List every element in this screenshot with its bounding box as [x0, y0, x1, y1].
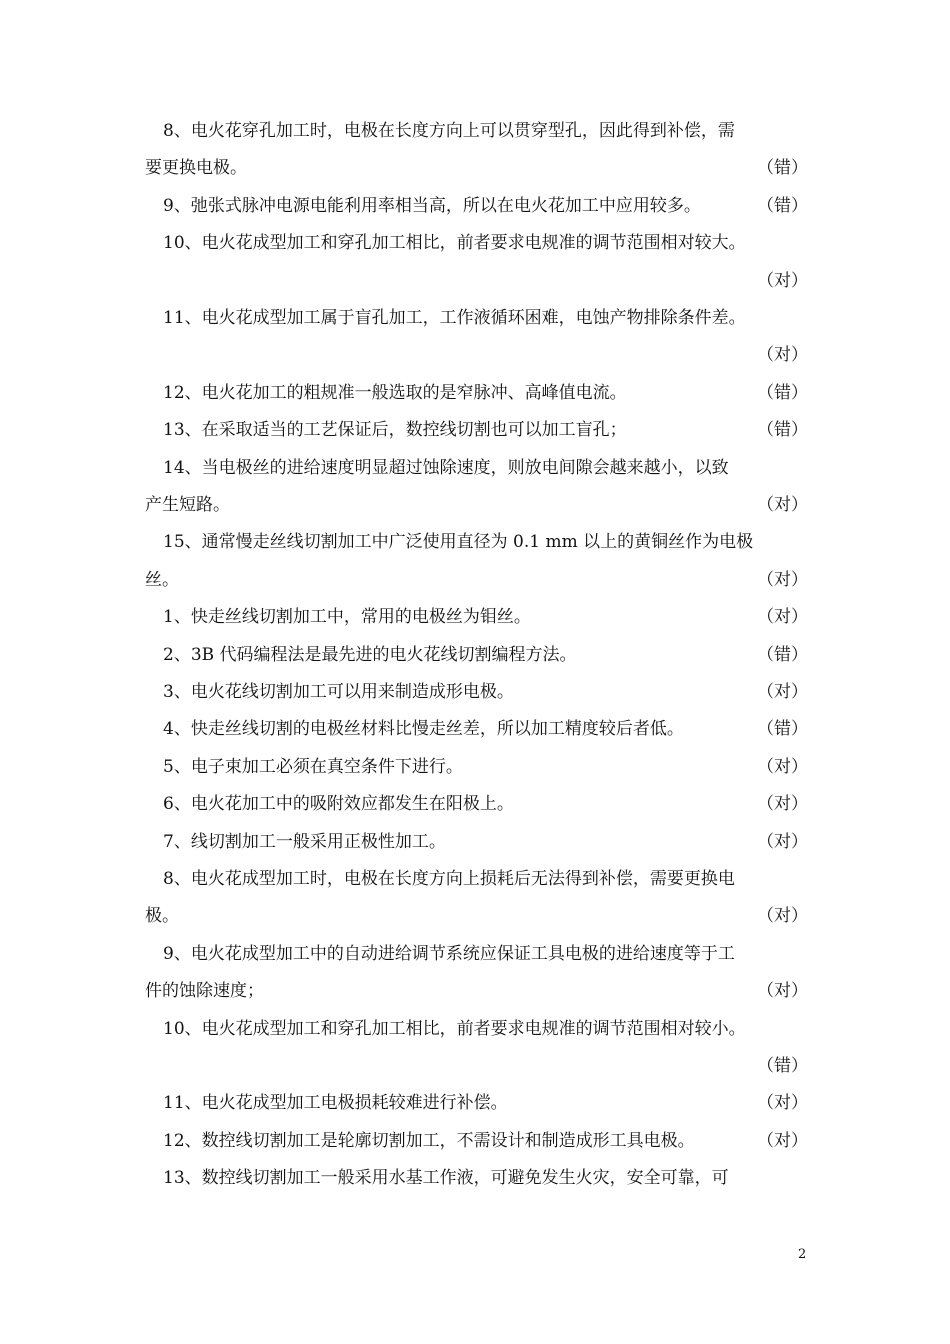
text-line: [0, 939, 950, 969]
line-text: 11、电火花成型加工电极损耗较难进行补偿。: [163, 1093, 508, 1114]
answer-mark: （错）: [757, 420, 808, 441]
answer-mark: （错）: [757, 1056, 808, 1076]
line-text: 要更换电极。: [145, 158, 247, 179]
text-line: [0, 1126, 950, 1156]
answer-mark: （对）: [757, 756, 808, 777]
answer-mark: （对）: [757, 1130, 808, 1151]
answer-mark: （对）: [757, 1093, 808, 1114]
line-text: 2、3B 代码编程法是最先进的电火花线切割编程方法。: [163, 644, 577, 665]
text-line: [0, 116, 950, 146]
line-text: 件的蚀除速度；: [145, 981, 264, 1002]
text-line: [0, 453, 950, 483]
text-line: [0, 789, 950, 819]
text-line: [0, 378, 950, 408]
text-line: [0, 191, 950, 221]
text-line: [0, 340, 950, 370]
line-text: 10、电火花成型加工和穿孔加工相比，前者要求电规准的调节范围相对较小。: [163, 1018, 746, 1039]
answer-mark: （对）: [757, 495, 808, 515]
line-text: 产生短路。: [145, 495, 230, 515]
text-line: [0, 864, 950, 894]
answer-mark: （错）: [757, 719, 808, 740]
text-line: [0, 565, 950, 595]
line-text: 13、数控线切割加工一般采用水基工作液，可避免发生火灾，安全可靠，可: [163, 1168, 729, 1189]
line-text: 5、电子束加工必须在真空条件下进行。: [163, 756, 463, 777]
line-text: 12、电火花加工的粗规准一般选取的是窄脉冲、高峰值电流。: [163, 382, 627, 403]
answer-mark: （对）: [757, 981, 808, 1002]
text-line: [0, 153, 950, 183]
line-text: 7、线切割加工一般采用正极性加工。: [163, 831, 446, 852]
line-text: 11、电火花成型加工属于盲孔加工，工作液循环困难，电蚀产物排除条件差。: [163, 308, 746, 328]
text-line: [0, 1088, 950, 1118]
answer-mark: （错）: [757, 158, 808, 179]
answer-mark: （错）: [757, 382, 808, 403]
answer-mark: （对）: [757, 270, 808, 291]
text-line: [0, 1051, 950, 1081]
answer-mark: （对）: [757, 794, 808, 815]
line-text: 8、电火花穿孔加工时，电极在长度方向上可以贯穿型孔，因此得到补偿，需: [163, 121, 735, 141]
line-text: 10、电火花成型加工和穿孔加工相比，前者要求电规准的调节范围相对较大。: [163, 233, 746, 254]
line-text: 6、电火花加工中的吸附效应都发生在阳极上。: [163, 794, 514, 815]
text-line: [0, 415, 950, 445]
text-line: [0, 490, 950, 520]
text-line: [0, 527, 950, 557]
text-line: [0, 640, 950, 670]
line-text: 极。: [145, 906, 179, 927]
text-line: [0, 901, 950, 931]
text-line: [0, 1014, 950, 1044]
text-line: [0, 602, 950, 632]
line-text: 12、数控线切割加工是轮廓切割加工，不需设计和制造成形工具电极。: [163, 1130, 695, 1151]
answer-mark: （对）: [757, 607, 808, 628]
line-text: 丝。: [145, 569, 179, 590]
line-text: 15、通常慢走丝线切割加工中广泛使用直径为 0.1 mm 以上的黄铜丝作为电极: [163, 532, 754, 553]
text-line: [0, 827, 950, 857]
answer-mark: （错）: [757, 644, 808, 665]
answer-mark: （错）: [757, 195, 808, 216]
text-line: [0, 1163, 950, 1193]
line-text: 9、弛张式脉冲电源电能利用率相当高，所以在电火花加工中应用较多。: [163, 195, 701, 216]
text-line: [0, 976, 950, 1006]
text-line: [0, 303, 950, 333]
text-line: [0, 677, 950, 707]
page-number: 2: [798, 1247, 807, 1262]
line-text: 3、电火花线切割加工可以用来制造成形电极。: [163, 682, 514, 702]
line-text: 9、电火花成型加工中的自动进给调节系统应保证工具电极的进给速度等于工: [163, 943, 735, 964]
line-text: 14、当电极丝的进给速度明显超过蚀除速度，则放电间隙会越来越小，以致: [163, 457, 729, 478]
text-line: [0, 752, 950, 782]
answer-mark: （对）: [757, 831, 808, 852]
text-line: [0, 714, 950, 744]
line-text: 8、电火花成型加工时，电极在长度方向上损耗后无法得到补偿，需要更换电: [163, 869, 735, 889]
line-text: 1、快走丝线切割加工中，常用的电极丝为钼丝。: [163, 607, 531, 628]
answer-mark: （对）: [757, 906, 808, 927]
line-text: 13、在采取适当的工艺保证后，数控线切割也可以加工盲孔；: [163, 420, 627, 441]
answer-mark: （对）: [757, 569, 808, 590]
text-line: [0, 228, 950, 258]
text-line: [0, 266, 950, 296]
answer-mark: （对）: [757, 682, 808, 702]
answer-mark: （对）: [757, 345, 808, 366]
line-text: 4、快走丝线切割的电极丝材料比慢走丝差，所以加工精度较后者低。: [163, 719, 684, 740]
